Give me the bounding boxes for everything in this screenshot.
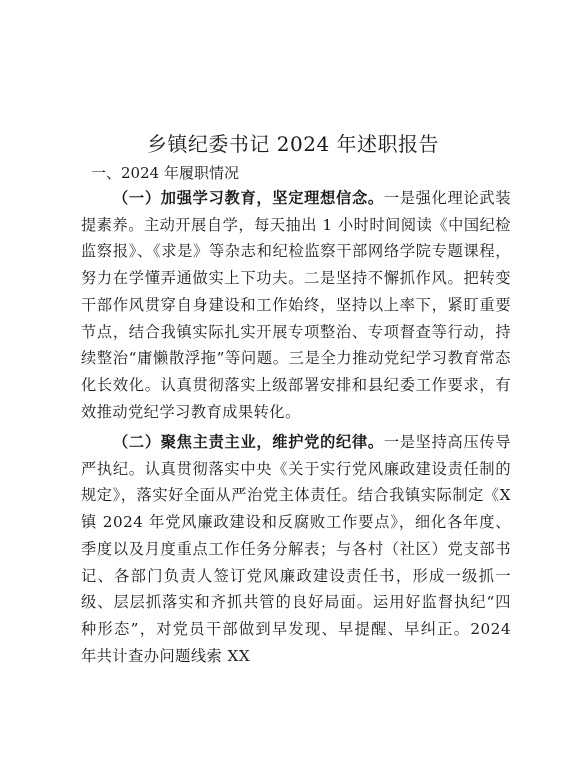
paragraph-2-lead: （二）聚焦主责主业，维护党的纪律。 — [113, 433, 384, 451]
paragraph-2-body: 一是坚持高压传导严执纪。认真贯彻落实中央《关于实行党风廉政建设责任制的规定》，落实好全面从严治党主体责任。结合我镇实际制定《X 镇 2024 年党风廉政建设和反腐败工作要点》，细化各年度、季度以及月度重点工作任务分解表；与各村（社区）党支部书记、各部门负责人签订党风廉政建设责任书，形成一级抓一级、层层抓落实和齐抓共管的良好局面。运用好监督执纪“四种形态”，对党员干部做到早发现、早提醒、早纠正。2024 年共计查办问题线索 XX — [81, 433, 512, 665]
paragraph-2 — [81, 429, 511, 669]
section-heading: 一、2024 年履职情况 — [91, 164, 239, 182]
paragraph-1-body: 一是强化理论武装提素养。主动开展自学，每天抽出 1 小时时间阅读《中国纪检监察报》、《求是》等杂志和纪检监察干部网络学院专题课程，努力在学懂弄通做实上下功夫。二是坚持不懈抓作风。把转变干部作风贯穿自身建设和工作始终，坚持以上率下，紧盯重要节点，结合我镇实际扎实开展专项整治、专项督查等行动，持续整治“庸懒散浮拖”等问题。三是全力推动党纪学习教育常态化长效化。认真贯彻落实上级部署安排和县纪委工作要求，有效推动党纪学习教育成果转化。 — [81, 189, 512, 421]
document-title: 乡镇纪委书记 2024 年述职报告 — [146, 132, 440, 156]
paragraph-1 — [81, 185, 511, 425]
paragraph-1-lead: （一）加强学习教育，坚定理想信念。 — [113, 189, 384, 207]
